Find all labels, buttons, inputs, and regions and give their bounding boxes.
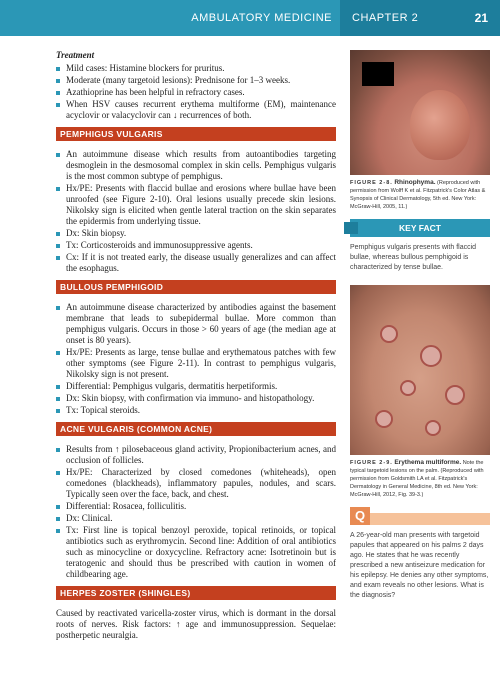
list-item: An autoimmune disease characterized by antibodies against the basement membrane that leads to subepidermal bullae. More common than pemphigus vulgaris. Occurs in those > 60 years of age (the median age at onset is 80 years). <box>56 302 336 346</box>
lesion <box>420 345 442 367</box>
list-item: Tx: Topical steroids. <box>56 405 336 416</box>
figure-source: (Reproduced with permission from Goldsmith LA et al. Fitzpatrick's Dermatology in General Medicine, 8th ed. New York: McGraw-Hill, 2012, Fig. 39-3.) <box>350 468 484 498</box>
running-title: AMBULATORY MEDICINE <box>191 12 332 24</box>
section-title-pemphigus: PEMPHIGUS VULGARIS <box>56 127 336 141</box>
section-title-herpes: HERPES ZOSTER (SHINGLES) <box>56 586 336 600</box>
key-icon <box>344 222 358 234</box>
list-item: Tx: First line is topical benzoyl peroxide, topical retinoids, or topical antibiotics such as erythromycin. Second line: Addition of oral antibiotics such as minocycline or doxycycline. Refractory acne: Isotretinoin but is teratogenic and should thus be prescribed with caution in women of childbearing age. <box>56 525 336 580</box>
list-item: Hx/PE: Presents with flaccid bullae and erosions where bullae have been unroofed (see Figure 2-10). Oral lesions usually precede skin lesions. Nikolsky sign is elicited when gentle lateral traction on the skin separates the epidermis from underlying tissue. <box>56 183 336 227</box>
figure-label: FIGURE 2-8. <box>350 180 393 186</box>
acne-list <box>56 444 336 580</box>
lesion <box>425 420 441 436</box>
list-item: Hx/PE: Characterized by closed comedones (whiteheads), open comedones (blackheads), inflammatory papules, nodules, and scars. Typically seen over the face, back, and chest. <box>56 467 336 500</box>
running-title-area <box>0 0 340 36</box>
lesion <box>445 385 465 405</box>
figure-2-9-caption <box>350 459 490 499</box>
sidebar <box>350 50 490 601</box>
treatment-heading: Treatment <box>56 50 95 60</box>
figure-label: FIGURE 2-9. <box>350 460 393 466</box>
figure-title: Rhinophyma. <box>394 179 436 186</box>
section-title-bullous: BULLOUS PEMPHIGOID <box>56 280 336 294</box>
treatment-list <box>56 63 336 121</box>
list-item: Dx: Skin biopsy. <box>56 228 336 239</box>
list-item: Moderate (many targetoid lesions): Prednisone for 1–3 weeks. <box>56 75 336 86</box>
list-item: Dx: Skin biopsy, with confirmation via immuno- and histopathology. <box>56 393 336 404</box>
list-item: Hx/PE: Presents as large, tense bullae and erythematous patches with few other symptoms (see Figure 2-11). In contrast to pemphigus vulgaris, Nikolsky sign is not present. <box>56 347 336 380</box>
list-item: Tx: Corticosteroids and immunosuppressive agents. <box>56 240 336 251</box>
question-text: A 26-year-old man presents with targetoid papules that appeared on his palms 2 days ago. He states that he was recently prescribed a new antiseizure medication for his epilepsy. He denies any other symptoms, and exam reveals no other lesions. What is the diagnosis? <box>350 532 489 599</box>
pemphigus-list <box>56 149 336 274</box>
figure-source: (Reproduced with permission from Wolff K et al. Fitzpatrick's Color Atlas & Synopsis of Clinical Dermatology, 5th ed. New York: McGraw-Hill, 2005, 11.) <box>350 180 486 210</box>
herpes-paragraph: Caused by reactivated varicella-zoster virus, which is dormant in the dorsal roots of nerves. Risk factors: ↑ age and immunosuppression. Sequelae: postherpetic neuralgia. <box>56 608 336 640</box>
list-item: Azathioprine has been helpful in refractory cases. <box>56 87 336 98</box>
main-column <box>56 50 336 641</box>
question-bar <box>370 513 490 525</box>
lesion <box>375 410 393 428</box>
list-item: Cx: If it is not treated early, the disease usually generalizes and can affect the esophagus. <box>56 252 336 274</box>
chapter-box <box>340 0 500 36</box>
question-label: Q <box>350 507 370 525</box>
list-item: Differential: Pemphigus vulgaris, dermatitis herpetiformis. <box>56 381 336 392</box>
list-item: Results from ↑ pilosebaceous gland activity, Propionibacterium acnes, and occlusion of follicles. <box>56 444 336 466</box>
lesion <box>380 325 398 343</box>
key-fact-title: KEY FACT <box>399 223 441 233</box>
chapter-label: CHAPTER 2 <box>352 12 419 24</box>
lesion <box>400 380 416 396</box>
privacy-bar <box>362 62 394 86</box>
page-header <box>0 0 500 36</box>
list-item: An autoimmune disease which results from autoantibodies targeting desmoglein in the desmosomal complex in skin cells. Pemphigus vulgaris is the most common subtype of pemphigus. <box>56 149 336 182</box>
list-item: Differential: Rosacea, folliculitis. <box>56 501 336 512</box>
list-item: When HSV causes recurrent erythema multiforme (EM), maintenance acyclovir or valacyclovir can ↓ recurrences of both. <box>56 99 336 121</box>
section-title-acne: ACNE VULGARIS (COMMON ACNE) <box>56 422 336 436</box>
figure-note: Note the typical targetoid lesions on the palm. <box>350 460 484 474</box>
list-item: Dx: Clinical. <box>56 513 336 524</box>
rhinophyma-photo <box>350 50 490 175</box>
figure-2-8-caption <box>350 179 490 211</box>
key-fact-banner <box>350 219 490 237</box>
list-item: Mild cases: Histamine blockers for pruritus. <box>56 63 336 74</box>
erythema-multiforme-photo <box>350 285 490 455</box>
nose-shape <box>410 90 470 160</box>
bullous-list <box>56 302 336 416</box>
page-number: 21 <box>474 11 488 25</box>
key-fact-text: Pemphigus vulgaris presents with flaccid bullae, whereas bullous pemphigoid is characterized by tense bullae. <box>350 244 477 271</box>
figure-title: Erythema multiforme. <box>394 459 462 466</box>
question-banner <box>350 507 490 525</box>
